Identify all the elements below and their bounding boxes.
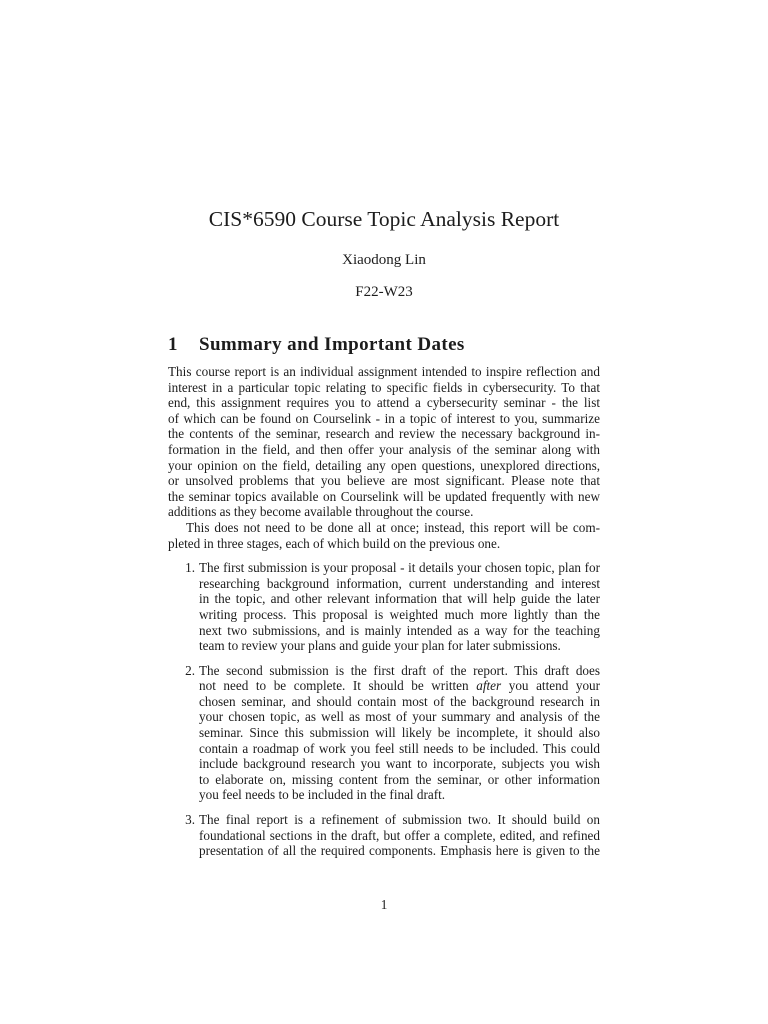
emphasized-word: after	[476, 678, 502, 694]
body-text-line: of which can be found on Courselink - in a topic of interest to you, summarize	[168, 410, 600, 426]
paragraph	[168, 520, 600, 551]
list-item-text-line: your chosen topic, as well as most of your summary and analysis of the	[199, 709, 600, 725]
list-item-text-line: to elaborate on, missing content from the seminar, or other information	[199, 771, 600, 787]
body-text-line: the contents of the seminar, research and review the necessary background in-	[168, 426, 600, 442]
body-text-line: additions as they become available throughout the course.	[168, 504, 474, 520]
list-item-text-line: researching background information, current understanding and interest	[199, 575, 600, 591]
page-number: 1	[380, 897, 388, 912]
body-text-line: the seminar topics available on Courselink will be updated frequently with new	[168, 488, 600, 504]
list-item	[168, 812, 600, 859]
section-number: 1	[168, 334, 178, 355]
list-item	[168, 663, 600, 803]
list-item	[168, 560, 600, 654]
list-item-text-line: include background research you want to incorporate, subjects you wish	[199, 756, 600, 772]
list-item-text-line: you feel needs to be included in the final draft.	[199, 787, 446, 803]
list-item-text-line: in the topic, and other relevant information that will help guide the later	[199, 591, 600, 607]
list-item-text-line: The second submission is the first draft of the report. This draft does	[199, 662, 600, 678]
list-item-number: 3.	[185, 812, 195, 828]
document-title: CIS*6590 Course Topic Analysis Report	[208, 207, 560, 231]
section-title: Summary and Important Dates	[199, 334, 465, 355]
author-name: Xiaodong Lin	[342, 252, 426, 268]
list-item-text-line: The first submission is your proposal - it details your chosen topic, plan for	[199, 560, 600, 576]
body-text-line: pleted in three stages, each of which build on the previous one.	[168, 535, 501, 551]
list-item-text-line: The final report is a refinement of submission two. It should build on	[199, 812, 600, 828]
list-item-text-line	[199, 678, 600, 694]
list-item-text-line: chosen seminar, and should contain most of the background research in	[199, 693, 600, 709]
list-item-text-line: team to review your plans and guide your plan for later submissions.	[199, 638, 561, 654]
numbered-list	[168, 560, 600, 859]
list-item-text-line: writing process. This proposal is weighted much more lightly than the	[199, 606, 600, 622]
paragraph	[168, 364, 600, 520]
body-text-line: This does not need to be done all at once; instead, this report will be com-	[186, 519, 600, 535]
list-item-number: 1.	[185, 560, 195, 576]
body-text-line: or unsolved problems that you believe are most significant. Please note that	[168, 473, 600, 489]
list-item-number: 2.	[185, 662, 195, 678]
section-heading	[168, 334, 465, 356]
body-text-line: formation in the field, and then offer your analysis of the seminar along with	[168, 441, 600, 457]
text-segment: not need to be complete. It should be written	[199, 678, 469, 694]
body-text-line: your opinion on the field, detailing any open questions, unexplored directions,	[168, 457, 600, 473]
list-item-text-line: next two submissions, and is mainly intended as a way for the teaching	[199, 622, 600, 638]
body-text-line: This course report is an individual assignment intended to inspire reflection and	[168, 364, 600, 379]
list-item-text-line: contain a roadmap of work you feel still needs to be included. This could	[199, 740, 600, 756]
text-segment: you attend your	[508, 678, 601, 694]
body-text-line: end, this assignment requires you to attend a cybersecurity seminar - the list	[168, 395, 600, 411]
section-body	[168, 364, 600, 859]
body-text-line: interest in a particular topic relating to specific fields in cybersecurity. To that	[168, 379, 600, 395]
list-item-text-line: presentation of all the required components. Emphasis here is given to the	[199, 843, 600, 859]
list-item-text-line: foundational sections in the draft, but offer a complete, edited, and refined	[199, 827, 600, 843]
list-item-text-line: seminar. Since this submission will likely be incomplete, it should also	[199, 725, 600, 741]
document-date: F22-W23	[355, 284, 413, 300]
